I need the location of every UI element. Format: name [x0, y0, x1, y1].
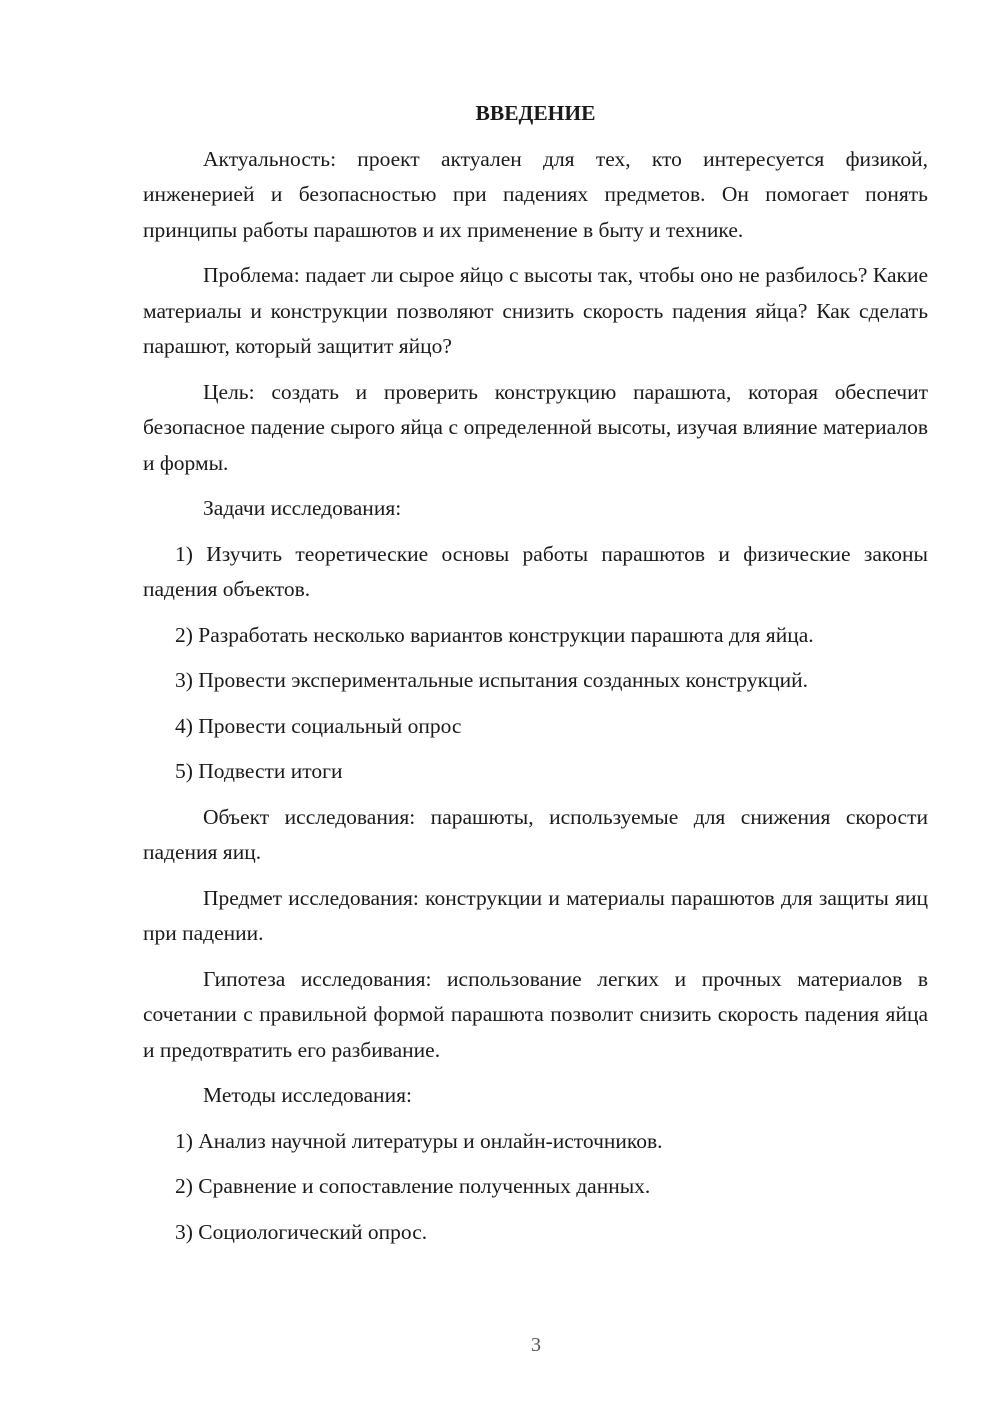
page-number: 3: [531, 1334, 541, 1356]
task-item: 5) Подвести итоги: [175, 759, 343, 783]
task-item: 3) Провести экспериментальные испытания созданных конструкций.: [175, 668, 808, 692]
method-item: 2) Сравнение и сопоставление полученных данных.: [175, 1174, 651, 1198]
relevance-paragraph: Актуальность: проект актуален для тех, кто интересуется физикой, инженерией и безопасностью при падениях предметов. Он помогает понять принципы работы парашютов и их применение в быту и технике.: [143, 146, 928, 242]
task-item: 1) Изучить теоретические основы работы парашютов и физические законы падения объектов.: [143, 541, 928, 601]
task-item: 2) Разработать несколько вариантов конструкции парашюта для яйца.: [175, 622, 814, 647]
hypothesis-paragraph: Гипотеза исследования: использование легких и прочных материалов в сочетании с правильной формой парашюта позволит снизить скорость падения яйца и предотвратить его разбивание.: [143, 966, 928, 1062]
method-item: 3) Социологический опрос.: [175, 1219, 428, 1244]
object-paragraph: Объект исследования: парашюты, используемые для снижения скорости падения яиц.: [143, 804, 928, 864]
method-item: 1) Анализ научной литературы и онлайн-источников.: [175, 1128, 663, 1153]
page-content: [143, 96, 928, 1260]
task-item: 4) Провести социальный опрос: [175, 713, 462, 738]
tasks-heading: Задачи исследования:: [203, 496, 402, 520]
subject-paragraph: Предмет исследования: конструкции и материалы парашютов для защиты яиц при падении.: [143, 885, 928, 945]
goal-paragraph: Цель: создать и проверить конструкцию парашюта, которая обеспечит безопасное падение сырого яйца с определенной высоты, изучая влияние материалов и формы.: [143, 379, 928, 475]
problem-paragraph: Проблема: падает ли сырое яйцо с высоты так, чтобы оно не разбилось? Какие материалы и конструкции позволяют снизить скорость падения яйца? Как сделать парашют, который защитит яйцо?: [143, 263, 928, 358]
page-title: ВВЕДЕНИЕ: [475, 101, 596, 125]
methods-heading: Методы исследования:: [203, 1083, 412, 1107]
